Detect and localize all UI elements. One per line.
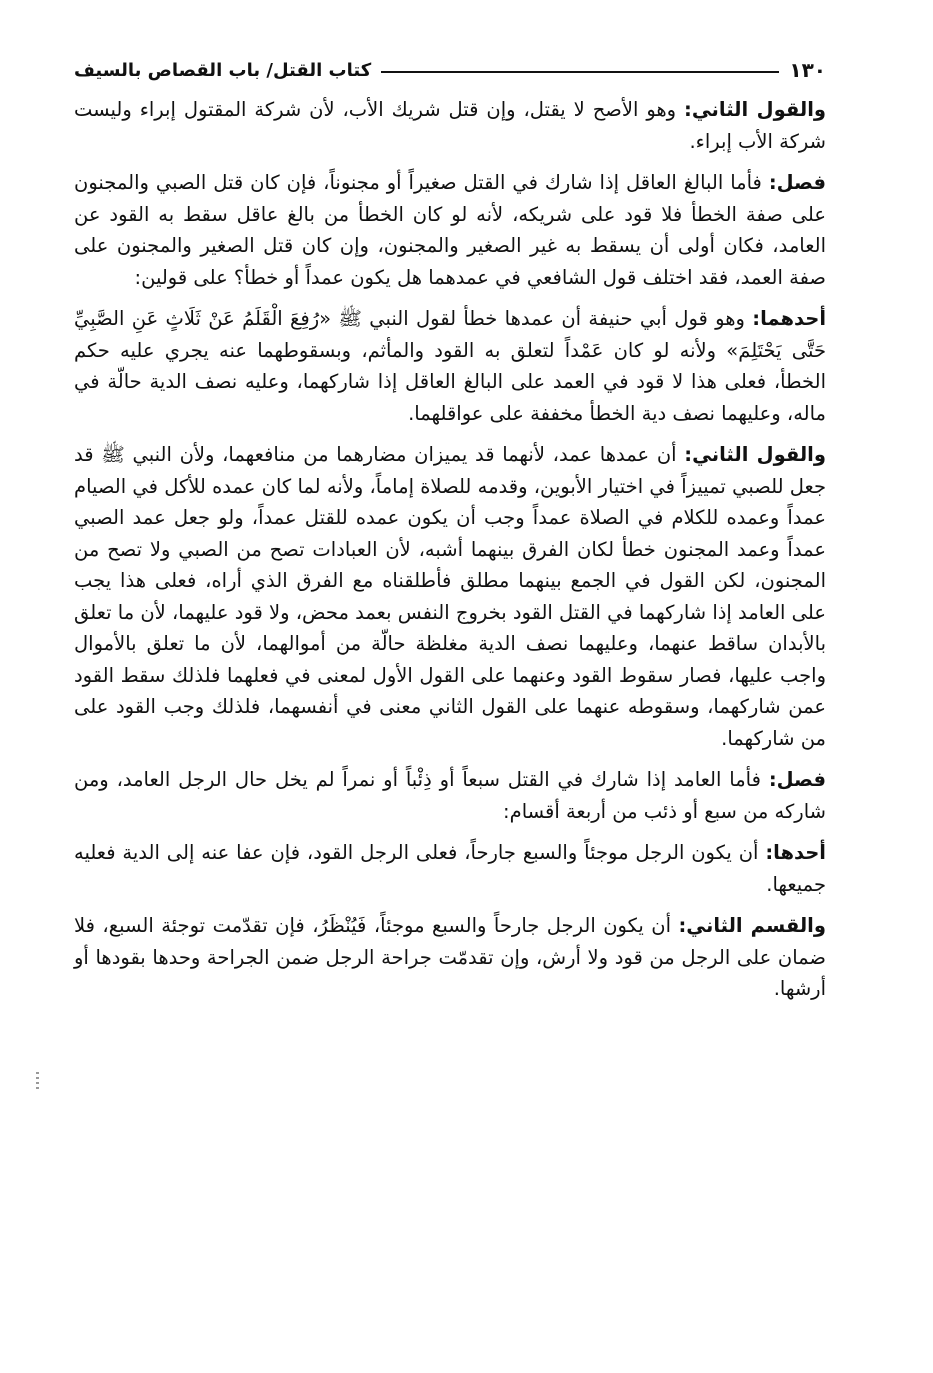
page-number: ١٣٠ (789, 58, 826, 82)
paragraph (74, 94, 826, 157)
paragraph-lead: فصل: (768, 171, 826, 194)
paragraph (74, 764, 826, 827)
margin-mark (36, 1072, 39, 1090)
paragraph-text: أن عمدها عمد، لأنهما قد يميزان مضارهما من منافعهما، ولأن النبي ﷺ قد جعل للصبي تمييزاً في اختيار الأبوين، وقدمه للصلاة إماماً، ولأنه لما كان عمده للأكل في الصيام عمداً وعمده للكلام في الصلاة عمداً وجب أن يكون عمده للقتل عمداً، ولو جعل عمد الصبي عمداً وعمد المجنون خطأ لكان الفرق بينهما أشبه، لأن العبادات تصح من الصبي ولا تصح من المجنون، لكن القول في الجمع بينهما مطلق فأطلقناه مع الفرق الذي أراه، فعلى هذا يجب على العامد إذا شاركهما في القتل القود بخروج النفس بعمد محض، ولا قود عليهما، لأن ما تعلق بالأبدان ساقط عنهما، وعليهما نصف الدية مغلظة حالّة من أموالهما، لأن ما تعلق بالأموال واجب عليها، فصار سقوط القود وعنهما على القول الأول لمعنى في فعلهما فلذلك سقط القود عمن شاركهما، وسقوطه عنهما على القول الثاني معنى في أنفسهما، فلذلك وجب القود على من شاركهما. (74, 443, 826, 750)
paragraph-lead: والقسم الثاني: (678, 914, 826, 937)
paragraph (74, 837, 826, 900)
paragraph (74, 439, 826, 754)
book-page (74, 58, 826, 1011)
paragraph-lead: فصل: (768, 768, 826, 791)
paragraph-text: فأما العامد إذا شارك في القتل سبعاً أو ذِئْباً أو نمراً لم يخل حال الرجل العامد، ومن شاركه من سبع أو ذئب من أربعة أقسام: (74, 768, 826, 823)
paragraph (74, 910, 826, 1005)
paragraph-text: وهو الأصح لا يقتل، وإن قتل شريك الأب، لأن شركة المقتول إبراء وليست شركة الأب إبراء. (74, 98, 826, 153)
paragraph-text: وهو قول أبي حنيفة أن عمدها خطأ لقول النبي ﷺ «رُفِعَ الْقَلَمُ عَنْ ثَلَاثٍ عَنِ الصَّبِيِّ حَتَّى يَحْتَلِمَ» ولأنه لو كان عَمْداً لتعلق به القود والمأثم، وبسقوطهما عنه يجري عليه حكم الخطأ، فعلى هذا لا قود في العمد على البالغ العاقل إذا شاركهما، وعليه نصف الدية حالّة في ماله، وعليهما نصف دية الخطأ مخففة على عواقلهما. (74, 307, 826, 425)
paragraph-lead: أحدها: (765, 841, 826, 864)
paragraph-text: فأما البالغ العاقل إذا شارك في القتل صغيراً أو مجنوناً، فإن كان قتل الصبي والمجنون على صفة الخطأ فلا قود على شريكه، لأنه لو كان الخطأ من بالغ عاقل سقط به القود عن العامد، فكان أولى أن يسقط به غير الصغير والمجنون، وإن كان قتل الصغير والمجنون على صفة العمد، فقد اختلف قول الشافعي في عمدهما هل يكون عمداً أو خطأ؟ على قولين: (74, 171, 826, 289)
paragraph-lead: أحدهما: (752, 307, 826, 330)
paragraph-text: أن يكون الرجل جارحاً والسبع موجئاً، فَيُنْظَرُ، فإن تقدّمت توجئة السبع، فلا ضمان على الرجل من قود ولا أرش، وإن تقدمّت جراحة الرجل ضمن الجراحة وحدها بقودها أو أرشها. (74, 914, 826, 1000)
paragraph (74, 303, 826, 429)
header-rule (381, 71, 779, 73)
paragraph-lead: والقول الثاني: (684, 443, 826, 466)
running-header (74, 58, 826, 82)
paragraph (74, 167, 826, 293)
paragraph-text: أن يكون الرجل موجئاً والسبع جارحاً، فعلى الرجل القود، فإن عفا عنه إلى الدية فعليه جميعها. (74, 841, 826, 896)
paragraph-lead: والقول الثاني: (684, 98, 826, 121)
chapter-title: كتاب القتل/ باب القصاص بالسيف (74, 59, 372, 81)
